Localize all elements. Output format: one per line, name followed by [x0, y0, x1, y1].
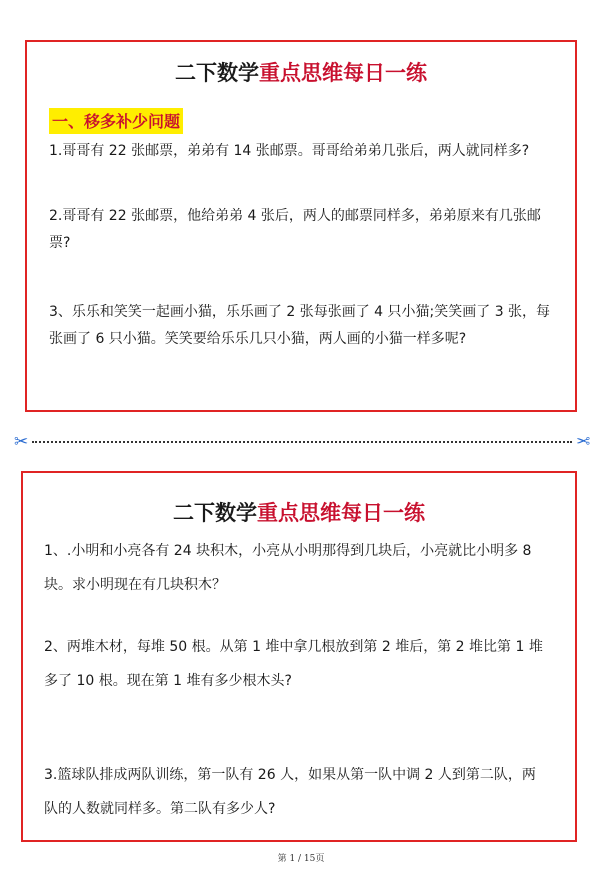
- section-heading: 一、移多补少问题: [49, 108, 183, 134]
- cut-line: [14, 432, 590, 452]
- question-1-3: 3、乐乐和笑笑一起画小猫，乐乐画了 2 张每张画了 4 只小猫;笑笑画了 3 张，每 张画了 6 只小猫。笑笑要给乐乐几只小猫，两人画的小猫一样多呢?: [49, 304, 551, 347]
- dotted-divider: [32, 441, 572, 443]
- worksheet-card-1: [25, 40, 577, 412]
- scissors-icon: ✂: [14, 432, 29, 452]
- scissors-icon: ✂: [575, 432, 590, 452]
- worksheet-1-title: 二下数学重点思维每日一练: [175, 60, 427, 85]
- question-2-3: 3.篮球队排成两队训练，第一队有 26 人，如果从第一队中调 2 人到第二队，两 队的人数就同样多。第二队有多少人?: [44, 767, 536, 817]
- worksheet-2-title: 二下数学重点思维每日一练: [173, 500, 425, 525]
- worksheet-card-2: [21, 471, 577, 842]
- page-number: 第 1 / 15页: [277, 854, 325, 864]
- question-2-2: 2、两堆木材，每堆 50 根。从第 1 堆中拿几根放到第 2 堆后，第 2 堆比第 1 堆 多了 10 根。现在第 1 堆有多少根木头?: [44, 639, 543, 689]
- question-1-2: 2.哥哥有 22 张邮票，他给弟弟 4 张后，两人的邮票同样多，弟弟原来有几张邮 票?: [49, 208, 541, 251]
- question-1-1: 1.哥哥有 22 张邮票，弟弟有 14 张邮票。哥哥给弟弟几张后，两人就同样多?: [49, 143, 530, 159]
- question-2-1: 1、.小明和小亮各有 24 块积木，小亮从小明那得到几块后，小亮就比小明多 8 块。求小明现在有几块积木？: [44, 543, 532, 593]
